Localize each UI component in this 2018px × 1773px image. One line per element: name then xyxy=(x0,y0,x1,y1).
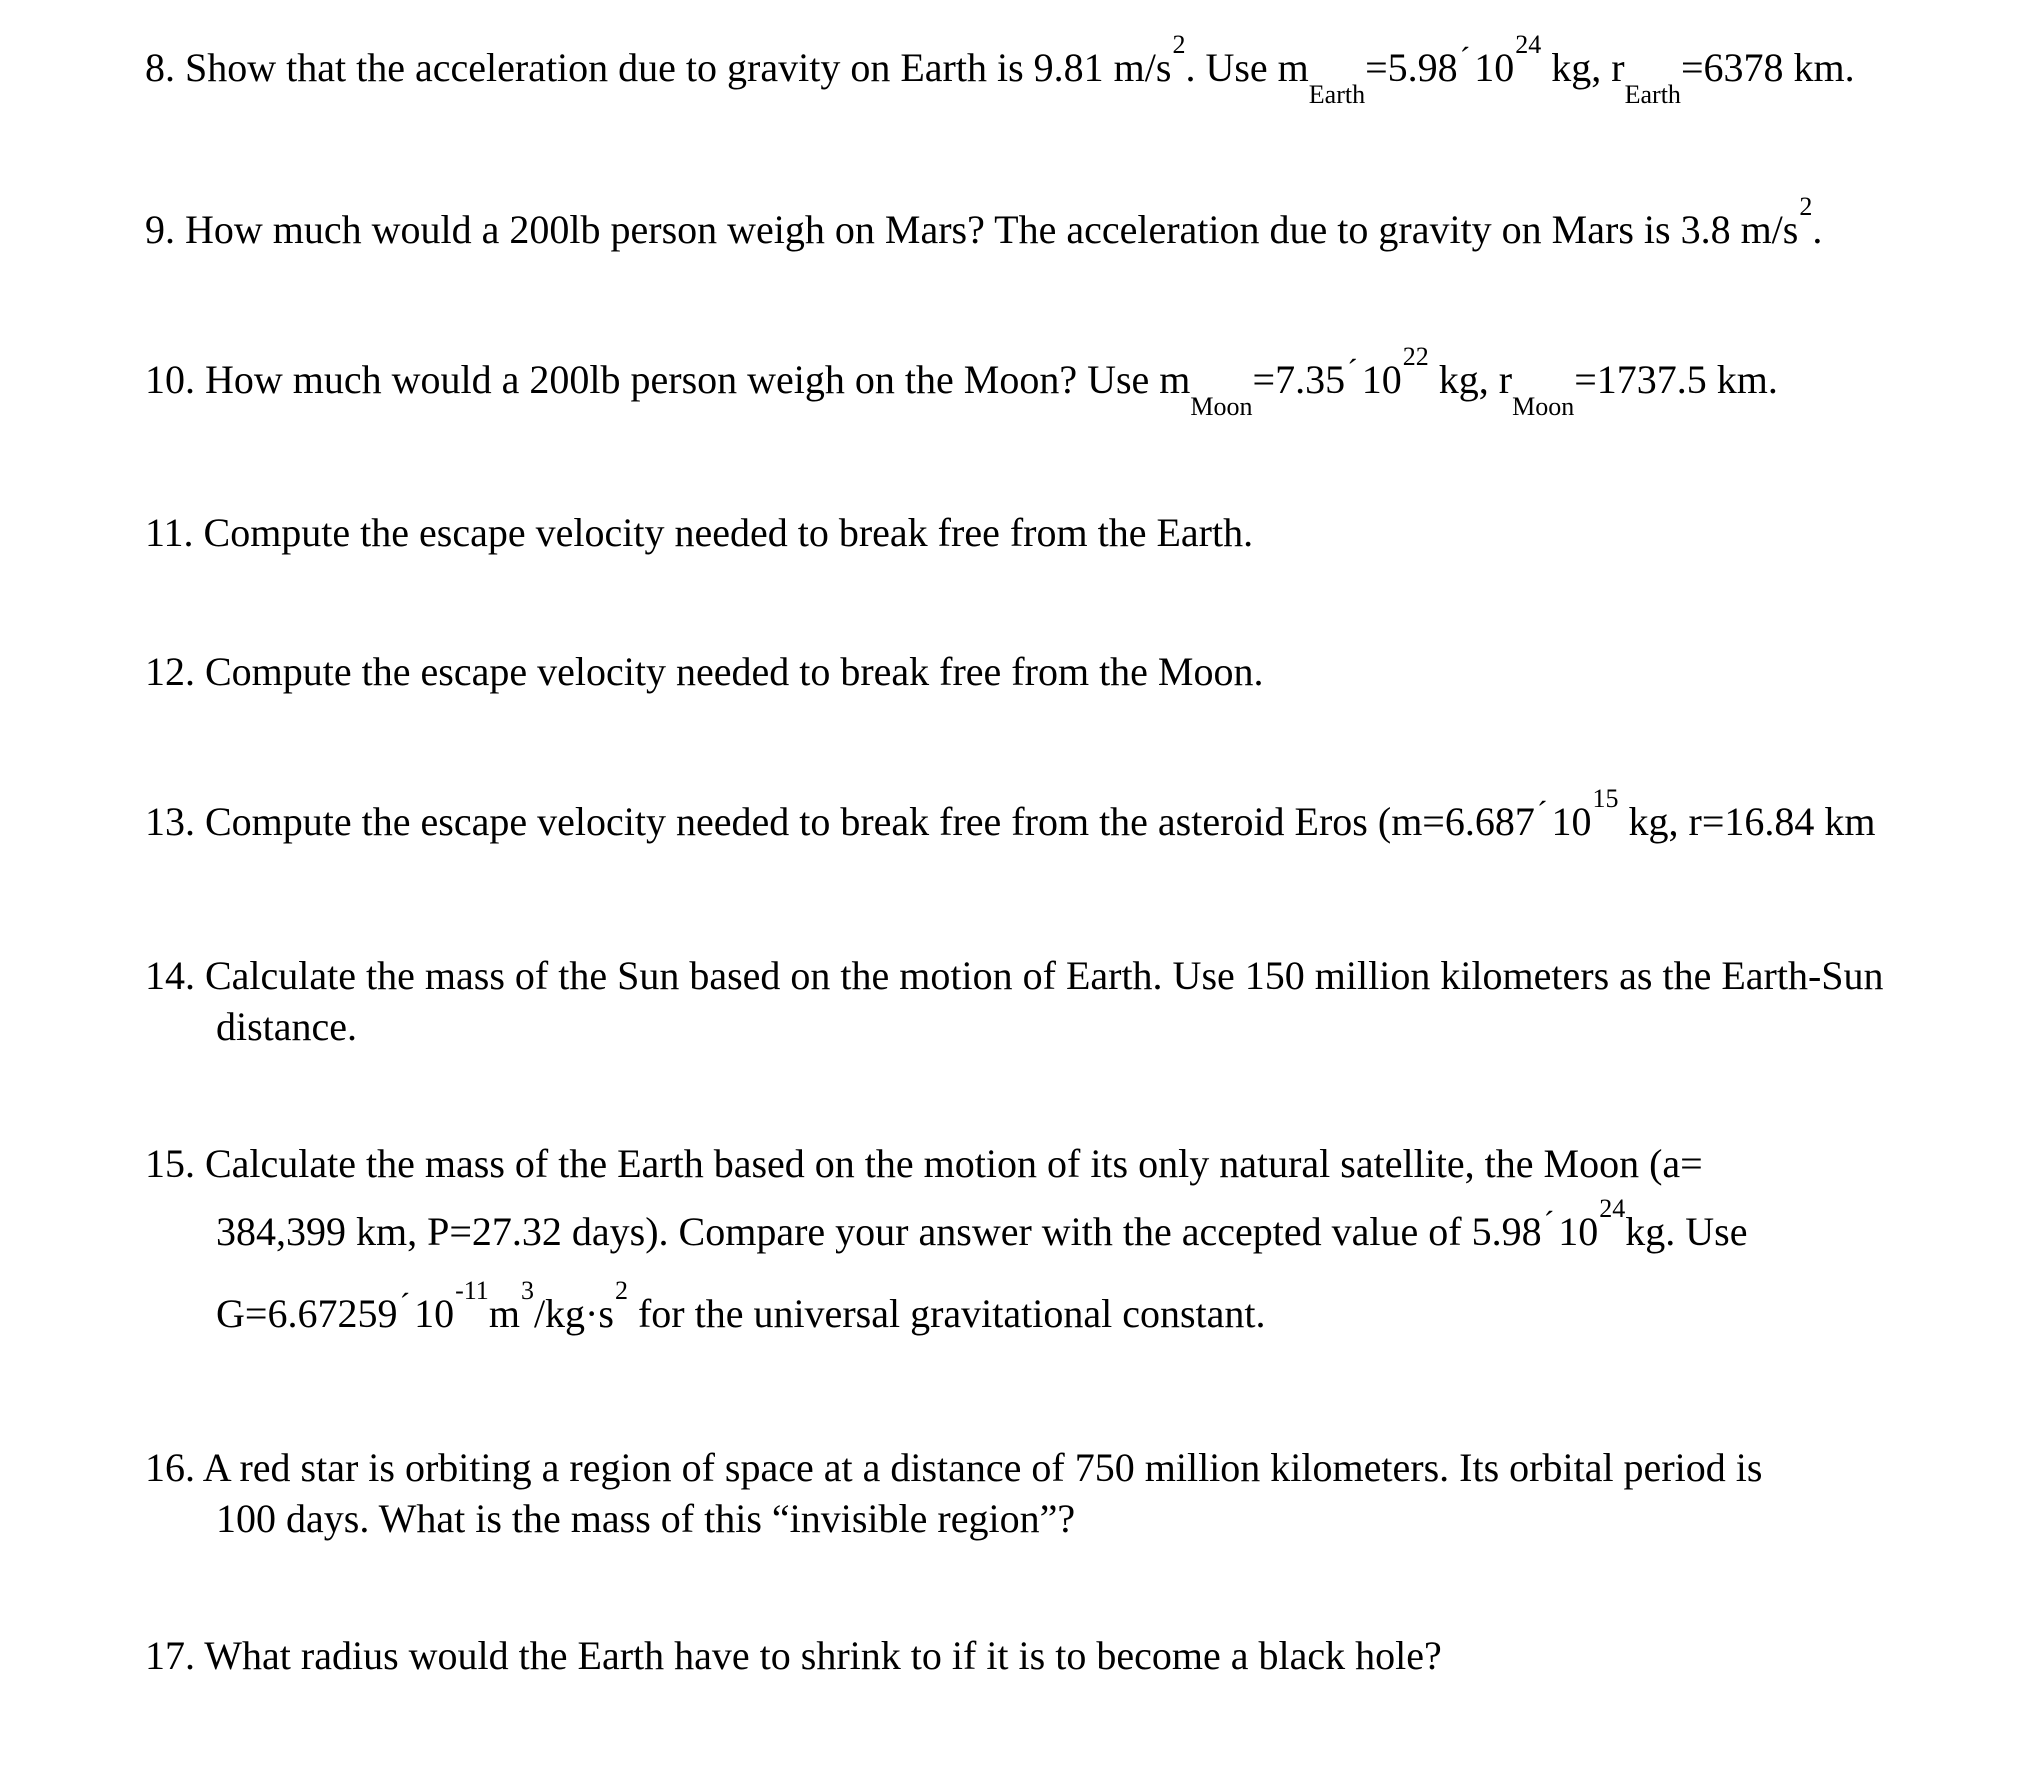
question-10 xyxy=(145,342,1778,421)
question-text: for the universal gravitational constant. xyxy=(627,1291,1266,1336)
question-text: 384,399 km, P=27.32 days). Compare your answer with the accepted value of 5.98 xyxy=(216,1209,1542,1254)
exponent: 24 xyxy=(1599,1194,1626,1223)
question-number: 8. xyxy=(145,45,175,90)
question-text: 10 xyxy=(1558,1209,1599,1254)
question-text: 100 days. What is the mass of this “invisible region”? xyxy=(216,1496,1076,1541)
question-text: =7.35 xyxy=(1252,357,1346,402)
question-text: kg, r xyxy=(1551,45,1625,90)
subscript: Moon xyxy=(1190,392,1253,421)
question-12 xyxy=(145,649,1264,694)
question-text: 10 xyxy=(414,1291,455,1336)
question-text: 10 xyxy=(1361,357,1402,402)
question-text: Calculate the mass of the Earth based on the motion of its only natural satellite, the Moon (a= xyxy=(205,1141,1703,1186)
question-text: . Use m xyxy=(1185,45,1309,90)
question-number: 14. xyxy=(145,953,195,998)
question-11 xyxy=(145,510,1254,555)
exponent: 2 xyxy=(1799,192,1813,221)
times-symbol: ´ xyxy=(399,1286,411,1322)
question-number: 17. xyxy=(145,1633,195,1678)
exponent: 2 xyxy=(614,1276,628,1305)
question-text: kg, r=16.84 km xyxy=(1618,799,1876,844)
question-text: What radius would the Earth have to shrink to if it is to become a black hole? xyxy=(204,1633,1442,1678)
question-text: kg. Use xyxy=(1625,1209,1748,1254)
question-text: . xyxy=(1812,207,1823,252)
subscript: Earth xyxy=(1308,80,1366,109)
exponent: 24 xyxy=(1515,30,1542,59)
question-text: How much would a 200lb person weigh on Mars? The acceleration due to gravity on Mars is 3.8 m/s xyxy=(185,207,1799,252)
question-text: m xyxy=(488,1291,520,1336)
times-symbol: ´ xyxy=(1459,40,1471,76)
question-text: Compute the escape velocity needed to break free from the asteroid Eros (m=6.687 xyxy=(205,799,1535,844)
question-text: kg, r xyxy=(1428,357,1513,402)
exponent: 15 xyxy=(1592,784,1619,813)
times-symbol: ´ xyxy=(1536,794,1548,830)
question-number: 12. xyxy=(145,649,195,694)
question-number: 15. xyxy=(145,1141,195,1186)
question-number: 11. xyxy=(145,510,194,555)
question-number: 9. xyxy=(145,207,175,252)
question-16 xyxy=(145,1445,1763,1490)
question-text: distance. xyxy=(216,1004,358,1049)
question-text: /kg·s xyxy=(533,1291,614,1336)
question-text: A red star is orbiting a region of space at a distance of 750 million kilometers. Its orbital period is xyxy=(202,1445,1763,1490)
question-text: Calculate the mass of the Sun based on the motion of Earth. Use 150 million kilometers as the Earth-Sun xyxy=(205,953,1884,998)
exponent: 2 xyxy=(1172,30,1186,59)
question-13 xyxy=(145,784,1876,847)
question-15-line-3 xyxy=(216,1276,1266,1339)
exponent: -11 xyxy=(455,1276,489,1305)
question-9 xyxy=(145,192,1823,255)
question-text: Show that the acceleration due to gravity on Earth is 9.81 m/s xyxy=(185,45,1172,90)
question-text: =6378 km. xyxy=(1680,45,1855,90)
question-text: Compute the escape velocity needed to break free from the Earth. xyxy=(203,510,1254,555)
question-14 xyxy=(145,953,1884,998)
question-number: 13. xyxy=(145,799,195,844)
question-14-continuation xyxy=(216,1004,358,1049)
question-text: 10 xyxy=(1551,799,1592,844)
question-15-line-2 xyxy=(216,1194,1748,1257)
subscript: Earth xyxy=(1624,80,1681,109)
exponent: 3 xyxy=(520,1276,534,1305)
question-number: 10. xyxy=(145,357,195,402)
question-text: G=6.67259 xyxy=(216,1291,398,1336)
question-text: =5.98 xyxy=(1365,45,1458,90)
subscript: Moon xyxy=(1512,392,1575,421)
question-17 xyxy=(145,1633,1442,1678)
exponent: 22 xyxy=(1402,342,1429,371)
question-text: How much would a 200lb person weigh on the Moon? Use m xyxy=(205,357,1191,402)
question-number: 16. xyxy=(145,1445,195,1490)
times-symbol: ´ xyxy=(1543,1204,1555,1240)
question-8 xyxy=(145,30,1855,109)
times-symbol: ´ xyxy=(1347,352,1358,388)
question-15 xyxy=(145,1141,1703,1186)
question-16-continuation xyxy=(216,1496,1076,1541)
question-text: =1737.5 km. xyxy=(1574,357,1778,402)
question-text: Compute the escape velocity needed to break free from the Moon. xyxy=(205,649,1264,694)
question-text: 10 xyxy=(1474,45,1515,90)
